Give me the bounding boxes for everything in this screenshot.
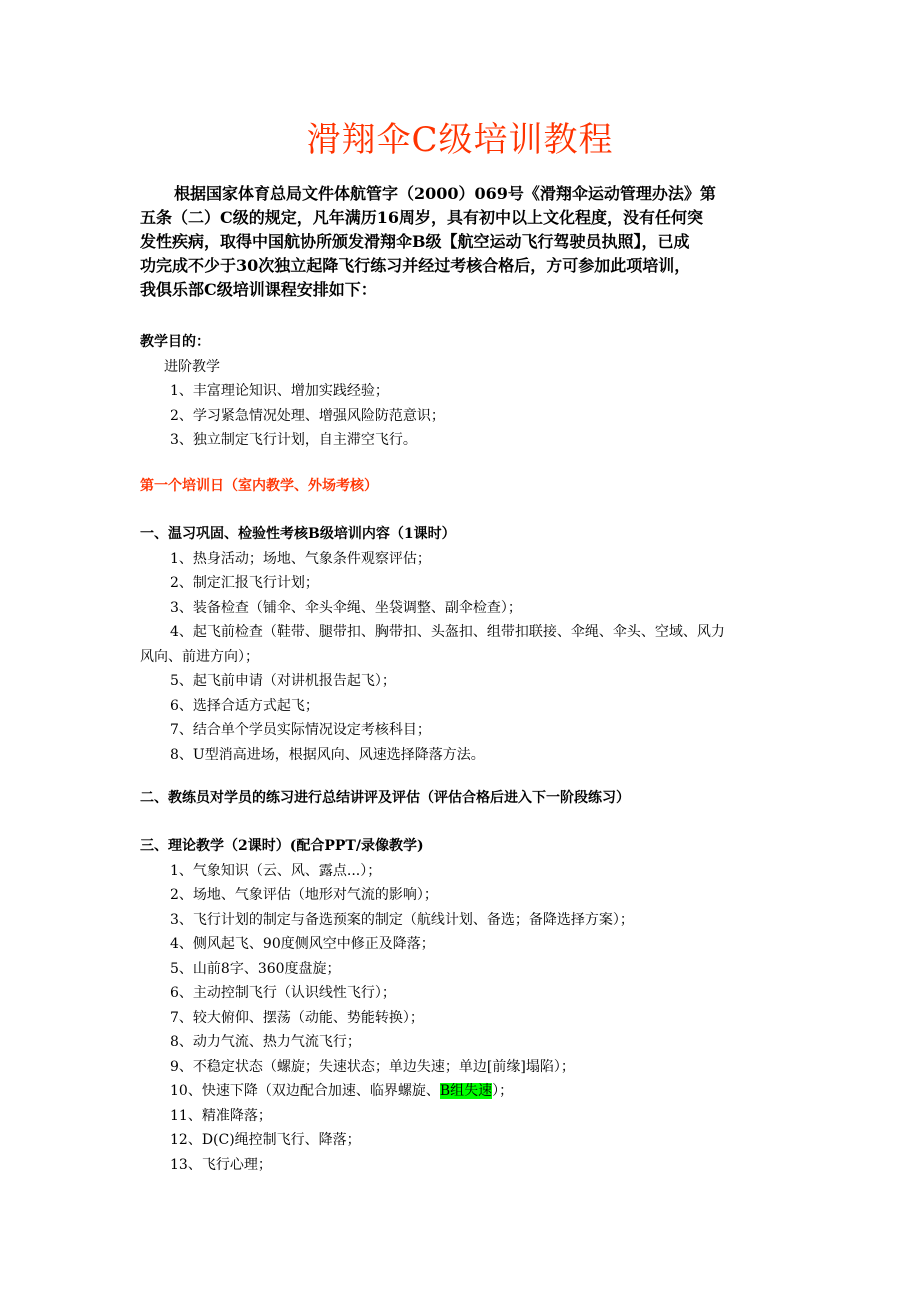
intro-line: 根据国家体育总局文件体航管字（2000）069号《滑翔伞运动管理办法》第 — [174, 184, 716, 203]
list-item: 1、气象知识（云、风、露点...）； — [170, 862, 382, 879]
list-item: 3、装备检查（铺伞、伞头伞绳、坐袋调整、副伞检查）； — [170, 599, 522, 616]
teaching-goal-subheading: 进阶教学 — [164, 358, 220, 375]
intro-line: 功完成不少于30次独立起降飞行练习并经过考核合格后，方可参加此项培训， — [140, 256, 691, 275]
list-item: 4、侧风起飞、90度侧风空中修正及降落； — [170, 936, 435, 952]
section-1 — [140, 522, 800, 767]
section-1-heading: 一、温习巩固、检验性考核B级培训内容（1课时） — [140, 526, 456, 542]
list-item: 2、学习紧急情况处理、增强风险防范意识； — [170, 407, 445, 424]
list-item: 3、飞行计划的制定与备选预案的制定（航线计划、备选；备降选择方案）； — [170, 911, 634, 928]
highlighted-text: B组失速 — [439, 1083, 493, 1099]
list-item: 11、精准降落； — [170, 1107, 272, 1124]
document-title: 滑翔伞C级培训教程 — [306, 120, 614, 160]
item-10-prefix: 10、快速下降（双边配合加速、临界螺旋、 — [170, 1083, 440, 1099]
intro-line: 五条（二）C级的规定，凡年满历16周岁，具有初中以上文化程度，没有任何突 — [140, 208, 704, 227]
teaching-goal-section — [140, 330, 800, 453]
day1-section — [140, 474, 800, 499]
intro-line: 我俱乐部C级培训课程安排如下： — [140, 280, 377, 299]
item-10-suffix: ）； — [492, 1083, 514, 1099]
day1-heading: 第一个培训日（室内教学、外场考核） — [140, 478, 378, 494]
list-item: 8、动力气流、热力气流飞行； — [170, 1034, 361, 1050]
intro-paragraph — [140, 182, 780, 302]
list-item: 9、不稳定状态（螺旋；失速状态；单边失速；单边[前缘]塌陷）； — [170, 1058, 575, 1075]
list-item: 7、结合单个学员实际情况设定考核科目； — [170, 722, 431, 738]
list-item: 1、丰富理论知识、增加实践经验； — [170, 383, 389, 399]
list-item: 2、场地、气象评估（地形对气流的影响）； — [170, 887, 438, 903]
section-2 — [140, 786, 800, 811]
list-item: 7、较大俯仰、摆荡（动能、势能转换）； — [170, 1009, 424, 1026]
list-item: 8、U型消高进场，根据风向、风速选择降落方法。 — [170, 746, 485, 763]
list-item: 2、制定汇报飞行计划； — [170, 575, 319, 591]
list-item: 1、热身活动；场地、气象条件观察评估； — [170, 550, 431, 567]
intro-line: 发性疾病，取得中国航协所颁发滑翔伞B级【航空运动飞行驾驶员执照】，已成 — [140, 232, 690, 251]
list-item: 5、山前8字、360度盘旋； — [170, 960, 341, 977]
list-item: 4、起飞前检查（鞋带、腿带扣、胸带扣、头盔扣、组带扣联接、伞绳、伞头、空域、风力 — [170, 624, 725, 640]
list-item — [140, 1079, 800, 1104]
list-item: 5、起飞前申请（对讲机报告起飞）； — [170, 673, 396, 689]
list-item: 12、D(C)绳控制飞行、降落； — [170, 1132, 361, 1148]
list-item: 3、独立制定飞行计划，自主滞空飞行。 — [170, 432, 417, 448]
list-item: 13、飞行心理； — [170, 1156, 272, 1173]
list-item: 6、主动控制飞行（认识线性飞行）； — [170, 985, 396, 1001]
section-2-heading: 二、教练员对学员的练习进行总结讲评及评估（评估合格后进入下一阶段练习） — [140, 790, 630, 806]
teaching-goal-heading: 教学目的： — [140, 334, 210, 350]
section-3 — [140, 834, 800, 1177]
section-3-heading: 三、理论教学（2课时）(配合PPT/录像教学) — [140, 838, 424, 854]
list-item-continuation: 风向、前进方向）； — [140, 648, 259, 665]
list-item: 6、选择合适方式起飞； — [170, 697, 319, 714]
